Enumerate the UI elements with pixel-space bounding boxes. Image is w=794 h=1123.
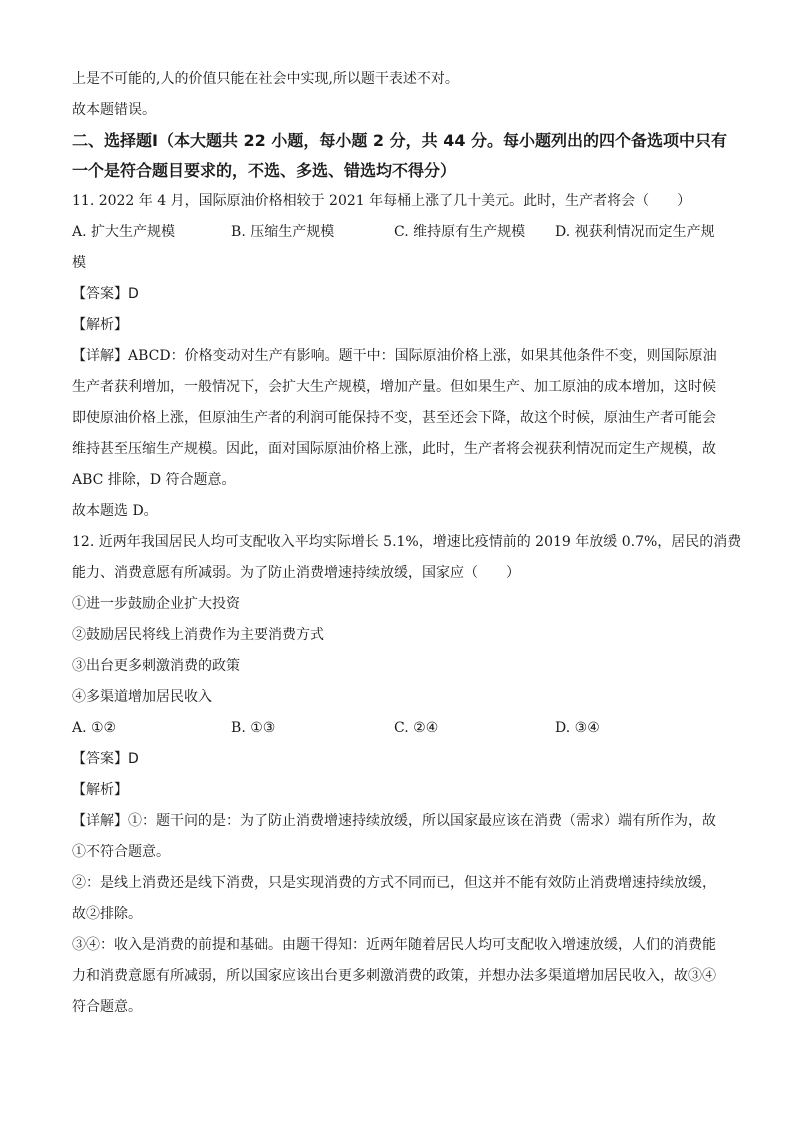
- q12-statement: ①进一步鼓励企业扩大投资: [72, 596, 240, 612]
- q12-detail-line: 故②排除。: [72, 906, 142, 922]
- q12-stem-line: 12. 近两年我国居民人均可支配收入平均实际增长 5.1%，增速比疫情前的 2019 年放缓 0.7%，居民的消费: [72, 534, 742, 550]
- q11-detail-line: 生产者获利增加，一般情况下，会扩大生产规模，增加产量。但如果生产、加工原油的成本增加，这时候: [72, 379, 716, 395]
- prev-explanation-line: 上是不可能的,人的价值只能在社会中实现,所以题干表述不对。: [72, 71, 459, 87]
- q11-option-a: A. 扩大生产规模: [72, 224, 176, 240]
- q11-detail-line: ABC 排除，D 符合题意。: [72, 472, 236, 488]
- q12-detail-line: ③④：收入是消费的前提和基础。由题干得知：近两年随着居民人均可支配收入增速放缓，人们的消费能: [72, 937, 716, 953]
- q12-statement: ④多渠道增加居民收入: [72, 689, 212, 705]
- q11-answer: 【答案】D: [72, 286, 139, 302]
- q11-option-d: D. 视获利情况而定生产规: [555, 224, 715, 240]
- q11-detail-line: 即使原油价格上涨，但原油生产者的利润可能保持不变，甚至还会下降，故这个时候，原油生产者可能会: [72, 410, 716, 426]
- q12-option-c: C. ②④: [394, 720, 439, 736]
- prev-conclusion: 故本题错误。: [72, 102, 156, 118]
- q11-detail-line: 维持甚至压缩生产规模。因此，面对国际原油价格上涨，此时，生产者将会视获利情况而定生产规模，故: [72, 441, 716, 457]
- q12-options: [72, 713, 724, 744]
- section-heading-line-2: 一个是符合题目要求的，不选、多选、错选均不得分）: [72, 161, 457, 180]
- q12-statement: ③出台更多刺激消费的政策: [72, 658, 240, 674]
- q11-analysis-tag: 【解析】: [72, 317, 128, 333]
- q12-detail-line: ①不符合题意。: [72, 844, 170, 860]
- q11-options: [72, 217, 724, 248]
- q12-detail-line: ②：是线上消费还是线下消费，只是实现消费的方式不同而已，但这并不能有效防止消费增速持续放缓，: [72, 875, 716, 891]
- q12-option-d: D. ③④: [555, 720, 600, 736]
- q11-option-b: B. 压缩生产规模: [231, 224, 335, 240]
- q12-option-b: B. ①③: [231, 720, 276, 736]
- section-heading-line-1: 二、选择题Ⅰ（本大题共 22 小题，每小题 2 分，共 44 分。每小题列出的四个备选项中只有: [72, 131, 728, 150]
- q11-stem: 11. 2022 年 4 月，国际原油价格相较于 2021 年每桶上涨了几十美元。此时，生产者将会（ ）: [72, 193, 692, 209]
- q11-option-d-wrap: 模: [72, 255, 86, 271]
- q12-stem-line: 能力、消费意愿有所减弱。为了防止消费增速持续放缓，国家应（ ）: [72, 565, 520, 581]
- q11-detail-line: 【详解】ABCD：价格变动对生产有影响。题干中：国际原油价格上涨，如果其他条件不变，则国际原油: [72, 348, 717, 364]
- q12-statement: ②鼓励居民将线上消费作为主要消费方式: [72, 627, 324, 643]
- q12-detail-line: 【详解】①：题干问的是：为了防止消费增速持续放缓，所以国家最应该在消费（需求）端有所作为，故: [72, 813, 716, 829]
- q12-analysis-tag: 【解析】: [72, 782, 128, 798]
- q11-conclusion: 故本题选 D。: [72, 503, 158, 519]
- q12-option-a: A. ①②: [72, 720, 117, 736]
- q11-option-c: C. 维持原有生产规模: [394, 224, 526, 240]
- q12-detail-line: 力和消费意愿有所减弱，所以国家应该出台更多刺激消费的政策，并想办法多渠道增加居民收入，故③④: [72, 968, 716, 984]
- q12-detail-line: 符合题意。: [72, 999, 142, 1015]
- q12-answer: 【答案】D: [72, 751, 139, 767]
